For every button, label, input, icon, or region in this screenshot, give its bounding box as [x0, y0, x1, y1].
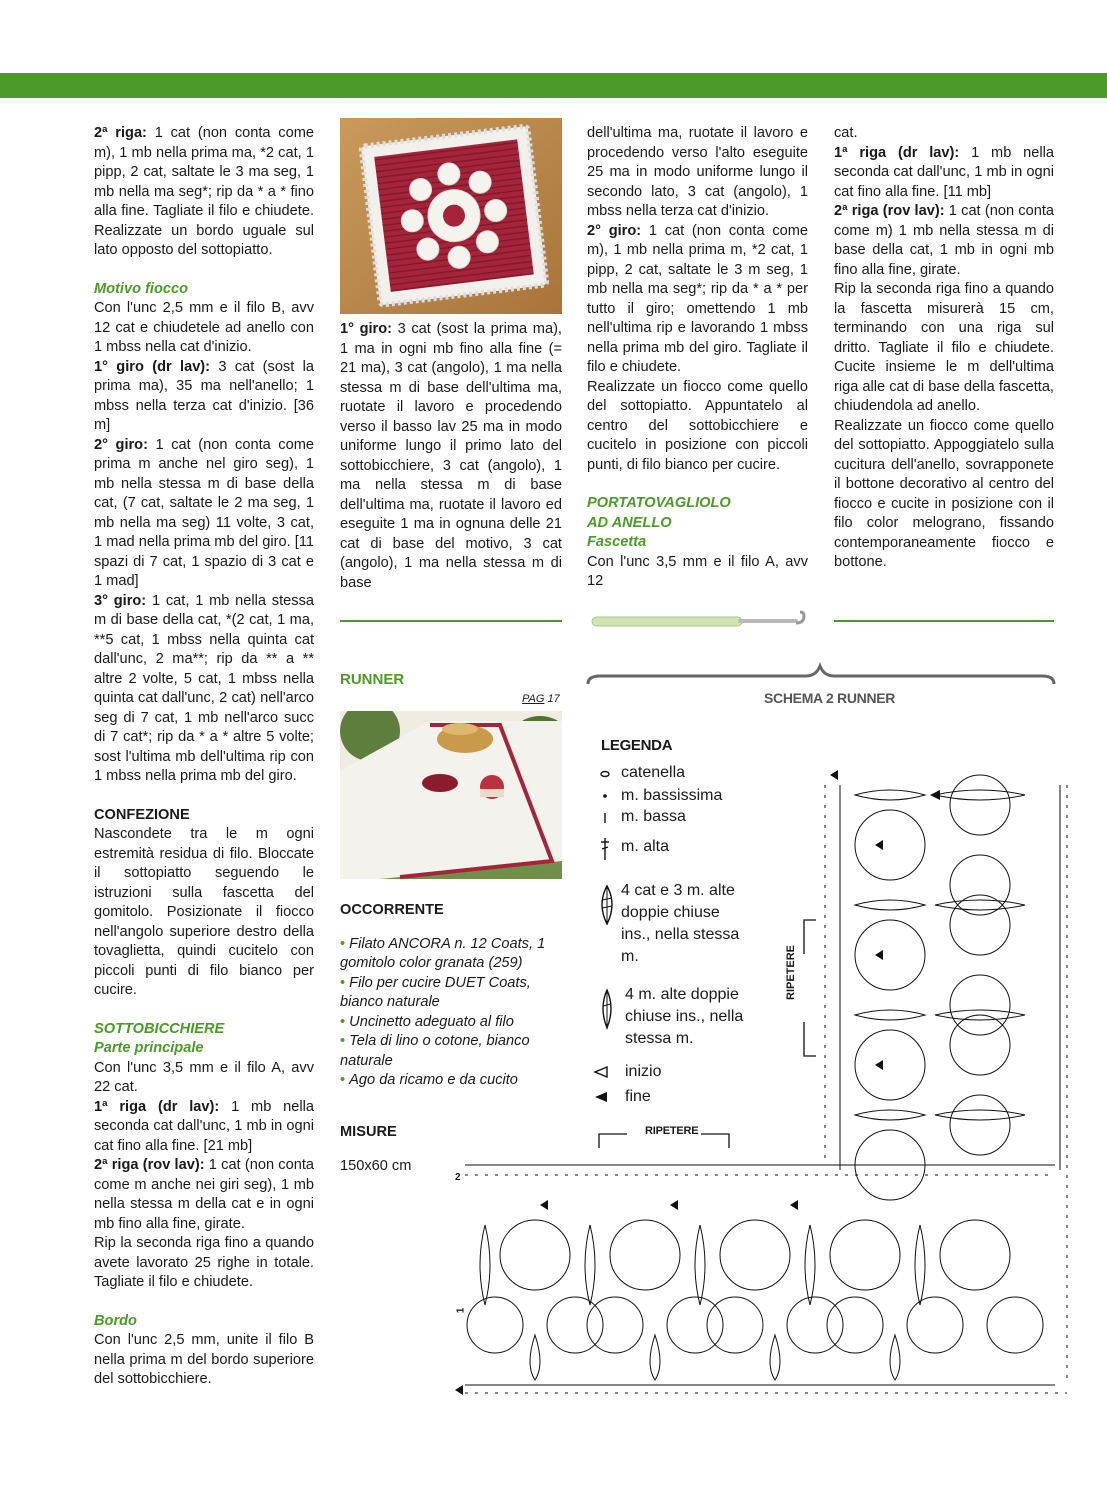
- step-text: 1 mb nella seconda cat dall'unc, 1 mb in ogni cat fino alla fine. [11 mb]: [834, 144, 1054, 200]
- section-heading: CONFEZIONE: [94, 806, 190, 823]
- legend-label: 4 m. alte doppie chiuse ins., nella stessa m.: [625, 986, 744, 1047]
- step-text: 1 cat, 1 mb nella stessa m di base della cat, *(2 cat, 1 ma, **5 cat, 1 mbss nella quinta cat dall'unc, 2 ma**; rip da ** a ** altre 2 volte, 5 cat, 1 mbss nella quinta cat dall'unc, 2 cat) nell'arco seg di 7 cat, 1 mb nell'arco succ di 7 cat*; rip da * a * altre 5 volte; sost l'ultima mb dell'ultima rip con 1 mbss nella prima mb del giro.: [94, 592, 314, 784]
- step-label: 1° giro (dr lav):: [94, 358, 211, 375]
- list-item-text: Filo per cucire DUET Coats, bianco naturale: [340, 974, 531, 1011]
- section-heading: Bordo: [94, 1312, 137, 1329]
- repeat-label-horizontal: RIPETERE: [645, 1125, 699, 1137]
- paragraph: Realizzate un fiocco come quello del sottopiatto. Appoggiatelo sulla cucitura dell'anello, sovrapponete il bottone decorativo al centro del fiocco e cucite in posizione con il filo color melograno, fissando contemporaneamente fiocco e bottone.: [834, 417, 1054, 570]
- legend-label: 4 cat e 3 m. alte doppie chiuse ins., nella stessa m.: [621, 882, 740, 965]
- list-item: • Ago da ricamo e da cucito: [340, 1072, 518, 1089]
- coaster-photo: [340, 118, 562, 314]
- occorrente-title: OCCORRENTE: [340, 901, 444, 918]
- paragraph: [340, 320, 562, 593]
- step-text: 3 cat (sost la prima ma), 1 ma in ogni mb fino alla fine (= 21 ma), 3 cat (angolo), 1 ma nella stessa m di base dell'ultima ma, ruotate il lavoro e procedendo verso il basso lav 25 ma in modo uniforme lungo il primo lato del sottobicchiere, 3 cat (angolo), 1 ma nella stessa m di base dell'ultima ma, ruotate il lavoro ed eseguite 1 ma in ognuna delle 21 cat di base del motivo, 3 cat (angolo), 1 ma nella stessa m di base: [340, 321, 562, 591]
- misure-title: MISURE: [340, 1124, 397, 1141]
- paragraph: Rip la seconda riga fino a quando la fascetta misurerà 15 cm, terminando con una riga sul dritto. Tagliate il filo e chiudete. Cucite insieme le m dell'ultima riga alle cat di base della fascetta, chiudendola ad anello.: [834, 281, 1054, 414]
- subsection-heading: Parte principale: [94, 1040, 204, 1056]
- page-reference: [522, 693, 560, 705]
- column-4: [834, 124, 1054, 573]
- paragraph: [834, 202, 1054, 280]
- step-label: 3° giro:: [94, 592, 147, 609]
- paragraph: Nascondete tra le m ogni estremità residua di filo. Bloccate il sottopiatto seguendo le istruzioni sulla fascetta del gomitolo. Posizionate il fiocco nell'angolo superiore destro della tovaglietta, quindi cucitelo con piccoli punti di filo bianco per cucire.: [94, 826, 314, 998]
- paragraph: [94, 1156, 314, 1234]
- row-number: 2: [455, 1172, 461, 1183]
- legenda-title: LEGENDA: [601, 737, 673, 754]
- paragraph: [94, 436, 314, 592]
- list-item: • Filo per cucire DUET Coats, bianco naturale: [340, 974, 531, 1011]
- section-heading: SOTTOBICCHIERE: [94, 1020, 225, 1037]
- step-text: 1 cat (non conta come m), 1 mb nella prima m, *2 cat, 1 pipp, 2 cat, saltate le 3 m seg, 1 mb nella ma seg*; rip da * a * per tutto il giro; omettendo 1 mb nell'ultima rip e lavorando 1 mbss nella prima mb del giro. Tagliate il filo e chiudete.: [587, 222, 809, 375]
- paragraph: Con l'unc 3,5 mm e il filo A, avv 12: [587, 553, 808, 589]
- legend-label: catenella: [621, 764, 686, 781]
- paragraph: [834, 144, 1054, 203]
- divider: [834, 620, 1054, 622]
- crochet-hook-icon: [588, 608, 816, 634]
- column-1: [94, 124, 314, 1390]
- step-label: 2° giro:: [94, 436, 148, 453]
- paragraph: Rip la seconda riga fino a quando avete lavorato 25 righe in totale. Tagliate il filo e chiudete.: [94, 1235, 314, 1290]
- paragraph: [94, 124, 314, 261]
- step-label: 1ª riga (dr lav):: [834, 144, 960, 161]
- top-green-bar: [0, 73, 1107, 98]
- list-item-text: Uncinetto adeguato al filo: [349, 1013, 514, 1030]
- misure-text: 150x60 cm: [340, 1158, 412, 1175]
- divider: [340, 620, 562, 622]
- crochet-chart-diagram: [455, 765, 1075, 1405]
- step-label: 2ª riga:: [94, 125, 147, 141]
- list-item: • Filato ANCORA n. 12 Coats, 1 gomitolo color granata (259): [340, 935, 546, 972]
- column-3: [587, 124, 808, 592]
- step-text: 1 cat (non conta come m anche nei giri seg), 1 mb nella stessa m della cat e in ogni mb fino alla fine, girate.: [94, 1157, 314, 1232]
- column-2: [340, 320, 562, 593]
- paragraph: Con l'unc 3,5 mm e il filo A, avv 22 cat.: [94, 1059, 314, 1095]
- row-number: 1: [455, 1307, 467, 1314]
- paragraph: Realizzate un fiocco come quello del sottopiatto. Appuntatelo al centro del sottobicchiere e cucitelo in posizione con piccoli punti, di filo bianco per cucire.: [587, 378, 808, 473]
- legend-label: inizio: [625, 1063, 662, 1080]
- legend-label: fine: [625, 1088, 651, 1105]
- step-label: 2° giro:: [587, 222, 642, 239]
- schema-title: SCHEMA 2 RUNNER: [764, 690, 896, 706]
- step-label: 1° giro:: [340, 321, 392, 337]
- section-heading: AD ANELLO: [587, 514, 672, 531]
- section-heading: PORTATOVAGLIOLO: [587, 495, 731, 511]
- step-text: 1 cat (non conta come prima m anche nel giro seg), 1 mb nella stessa m di base della cat, (7 cat, saltate le 2 ma seg, 1 mb nella ma seg) 11 volte, 3 cat, 1 mad nella prima mb del giro. [11 spazi di 7 cat, 1 spazio di 3 cat e 1 mad]: [94, 436, 314, 589]
- list-item-text: Filato ANCORA n. 12 Coats, 1 gomitolo color granata (259): [340, 935, 546, 972]
- paragraph: cat.: [834, 125, 858, 141]
- step-label: 2ª riga (rov lav):: [834, 203, 945, 219]
- step-text: 1 mb nella seconda cat dall'unc, 1 mb in ogni cat fino alla fine. [21 mb]: [94, 1098, 314, 1154]
- step-text: 3 cat (sost la prima ma), 35 ma nell'anello; 1 mbss nella terza cat d'inizio. [36 m]: [94, 358, 314, 433]
- paragraph: [94, 358, 314, 436]
- schema-brace: [586, 662, 1056, 688]
- paragraph: [94, 592, 314, 787]
- repeat-label-vertical: RIPETERE: [785, 944, 797, 1000]
- step-text: 1 cat (non conta come m) 1 mb nella stessa m di base della cat, 1 mb in ogni mb fino alla fine, girate.: [834, 203, 1054, 278]
- paragraph: dell'ultima ma, ruotate il lavoro e procedendo verso l'alto eseguite 25 ma in modo uniforme lungo il secondo lato, 3 cat (angolo), 1 mbss nella terza cat d'inizio.: [587, 125, 808, 219]
- paragraph: Con l'unc 2,5 mm e il filo B, avv 12 cat e chiudetele ad anello con 1 mbss nella cat d'inizio.: [94, 300, 314, 355]
- runner-title: RUNNER: [340, 671, 405, 688]
- section-heading: Motivo fiocco: [94, 280, 189, 297]
- list-item-text: Tela di lino o cotone, bianco naturale: [340, 1033, 530, 1069]
- legend-label: m. alta: [621, 838, 670, 855]
- list-item: • Uncinetto adeguato al filo: [340, 1013, 514, 1030]
- page-label: PAG: [522, 693, 545, 705]
- paragraph: [94, 1098, 314, 1157]
- subsection-heading: Fascetta: [587, 534, 647, 550]
- step-label: 2ª riga (rov lav):: [94, 1157, 205, 1173]
- step-label: 1ª riga (dr lav):: [94, 1098, 220, 1115]
- step-text: 1 cat (non conta come m), 1 mb nella prima ma, *2 cat, 1 pipp, 2 cat, saltate le 3 ma seg, 1 mb nella ma seg*; rip da * a * fino alla fine. Tagliate il filo e chiudete. Realizzate un bordo uguale sul lato opposto del sottopiatto.: [94, 125, 314, 258]
- list-item: • Tela di lino o cotone, bianco naturale: [340, 1033, 530, 1069]
- list-item-text: Ago da ricamo e da cucito: [349, 1072, 518, 1089]
- legend-label: m. bassa: [621, 808, 686, 825]
- legend-label: m. bassissima: [621, 787, 723, 804]
- paragraph: [587, 222, 808, 378]
- page-number: 17: [547, 693, 560, 705]
- paragraph: Con l'unc 2,5 mm, unite il filo B nella prima m del bordo superiore del sottobicchiere.: [94, 1332, 314, 1387]
